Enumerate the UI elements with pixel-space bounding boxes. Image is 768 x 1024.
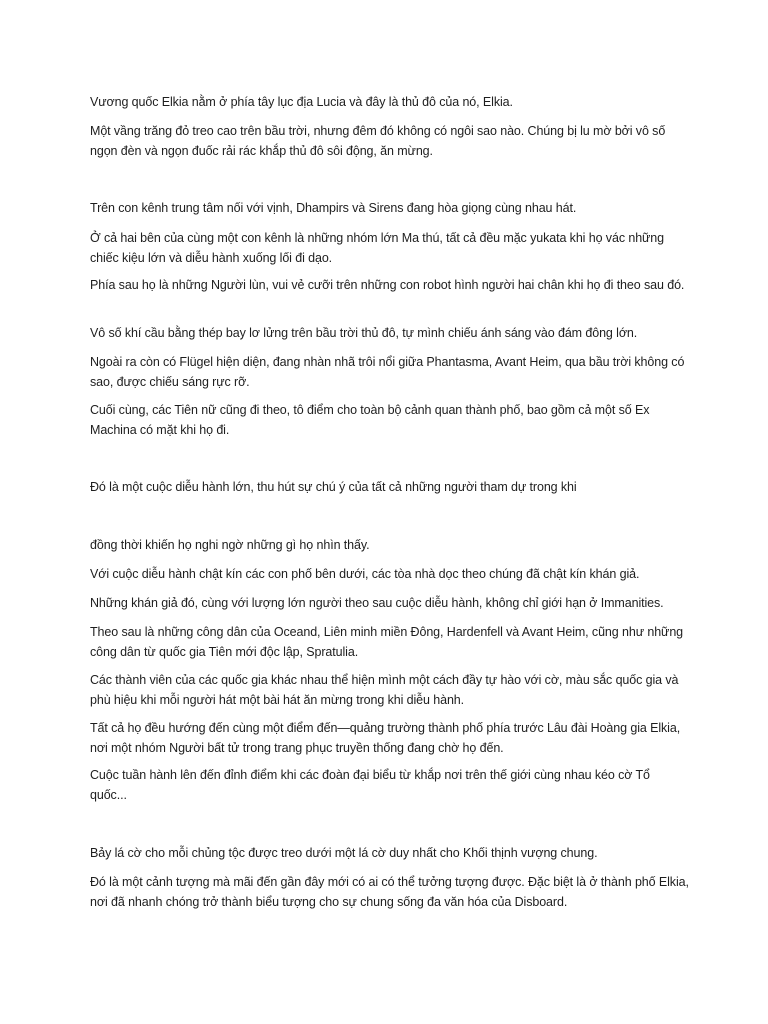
paragraph: Vô số khí cầu bằng thép bay lơ lửng trên bầu trời thủ đô, tự mình chiếu ánh sáng vào đám đông lớn.: [90, 326, 638, 340]
paragraph: Trên con kênh trung tâm nối với vịnh, Dhampirs và Sirens đang hòa giọng cùng nhau hát.: [90, 201, 577, 215]
paragraph: Tất cả họ đều hướng đến cùng một điểm đến—quảng trường thành phố phía trước Lâu đài Hoàng gia Elkia, nơi một nhóm Người bất tử trong trang phục truyền thống đang chờ họ đến.: [90, 721, 681, 755]
paragraph: Những khán giả đó, cùng với lượng lớn người theo sau cuộc diễu hành, không chỉ giới hạn ở Immanities.: [90, 596, 664, 610]
paragraph: Với cuộc diễu hành chật kín các con phố bên dưới, các tòa nhà dọc theo chúng đã chật kín khán giả.: [90, 567, 640, 581]
paragraph: Một vầng trăng đỏ treo cao trên bầu trời, nhưng đêm đó không có ngôi sao nào. Chúng bị lu mờ bởi vô số ngọn đèn và ngọn đuốc rải rác khắp thủ đô sôi động, ăn mừng.: [90, 124, 666, 158]
paragraph: Cuối cùng, các Tiên nữ cũng đi theo, tô điểm cho toàn bộ cảnh quan thành phố, bao gồm cả một số Ex Machina có mặt khi họ đi.: [90, 403, 650, 437]
paragraph: Ở cả hai bên của cùng một con kênh là những nhóm lớn Ma thú, tất cả đều mặc yukata khi họ vác những chiếc kiệu lớn và diễu hành xuống lối đi dạo.: [90, 231, 665, 265]
paragraph: Đó là một cảnh tượng mà mãi đến gần đây mới có ai có thể tưởng tượng được. Đặc biệt là ở thành phố Elkia, nơi đã nhanh chóng trở thành biểu tượng cho sự chung sống đa văn hóa của Disboard.: [90, 875, 689, 909]
paragraph: Cuộc tuần hành lên đến đỉnh điểm khi các đoàn đại biểu từ khắp nơi trên thế giới cùng nhau kéo cờ Tổ quốc...: [90, 768, 650, 802]
paragraph: đồng thời khiến họ nghi ngờ những gì họ nhìn thấy.: [90, 538, 370, 552]
paragraph: Theo sau là những công dân của Oceand, Liên minh miền Đông, Hardenfell và Avant Heim, cũng như những công dân từ quốc gia Tiên mới độc lập, Spratulia.: [90, 625, 684, 659]
paragraph: Ngoài ra còn có Flügel hiện diện, đang nhàn nhã trôi nổi giữa Phantasma, Avant Heim, qua bầu trời không có sao, được chiếu sáng rực rỡ.: [90, 355, 685, 389]
paragraph: Vương quốc Elkia nằm ở phía tây lục địa Lucia và đây là thủ đô của nó, Elkia.: [90, 95, 513, 109]
paragraph: Phía sau họ là những Người lùn, vui vẻ cưỡi trên những con robot hình người hai chân khi họ đi theo sau đó.: [90, 278, 685, 292]
paragraph: Các thành viên của các quốc gia khác nhau thể hiện mình một cách đầy tự hào với cờ, màu sắc quốc gia và phù hiệu khi mỗi người hát một bài hát ăn mừng trong khi diễu hành.: [90, 673, 679, 707]
paragraph: Bảy lá cờ cho mỗi chủng tộc được treo dưới một lá cờ duy nhất cho Khối thịnh vượng chung.: [90, 846, 598, 860]
paragraph: Đó là một cuộc diễu hành lớn, thu hút sự chú ý của tất cả những người tham dự trong khi: [90, 480, 577, 494]
